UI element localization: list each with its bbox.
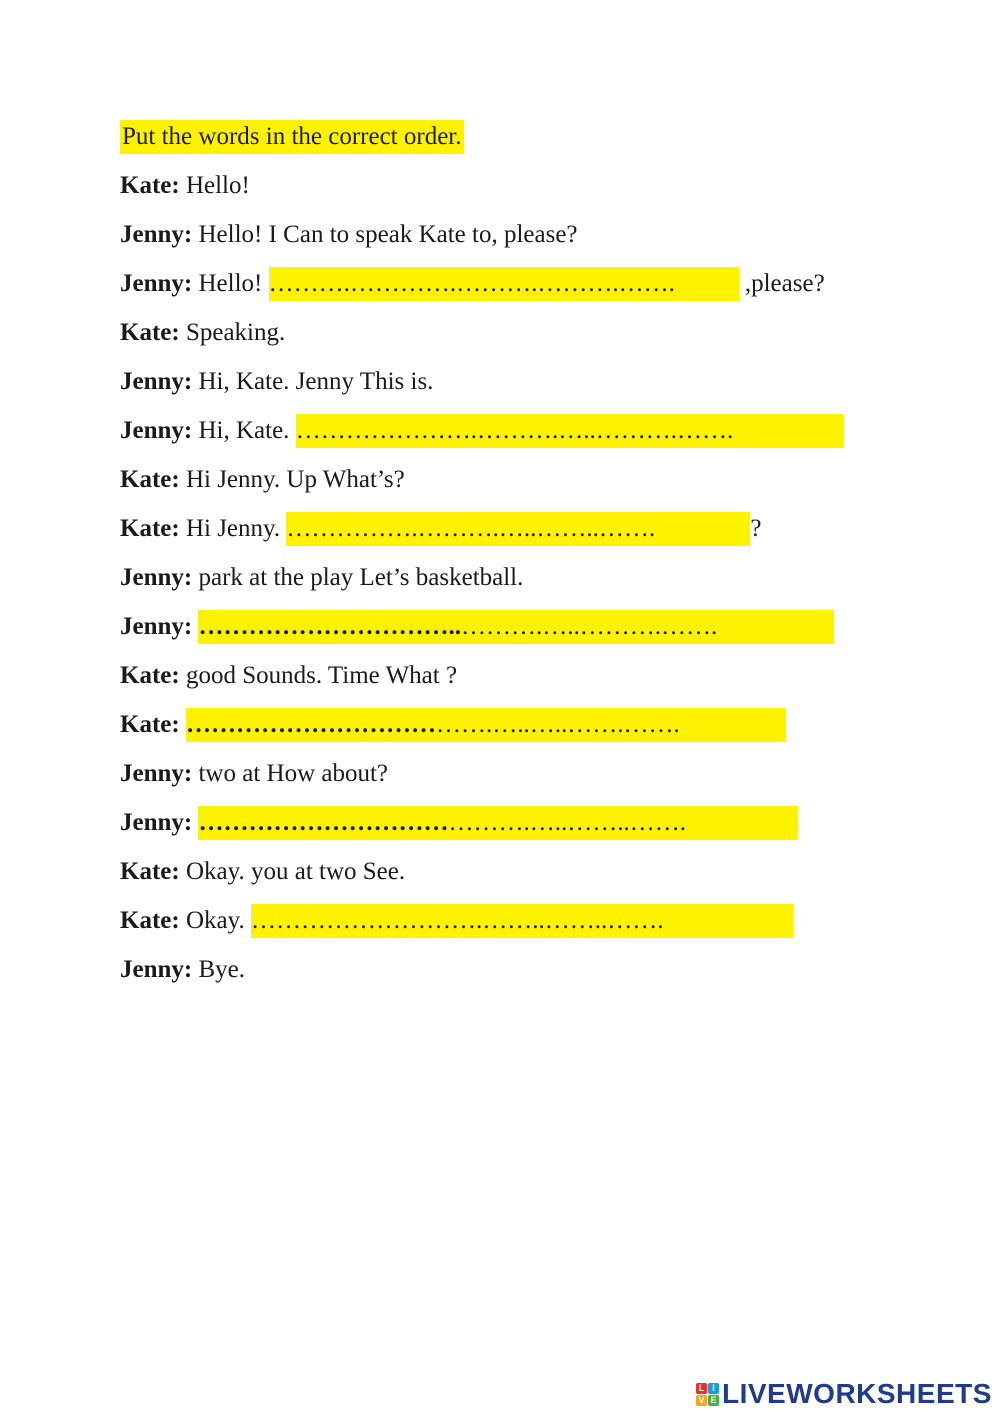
dialogue-line [120,316,285,350]
logo-mark-letter: L [696,1383,707,1394]
line-text: good Sounds. Time What ? [179,662,458,689]
dialogue-line [120,169,250,203]
line-text: Hello! [179,172,250,199]
line-text: Hello! [192,270,269,297]
line-text: Hi, Kate. Jenny This is. [192,368,434,395]
logo-text: LIVEWORKSHEETS [722,1378,992,1409]
answer-blank[interactable]: ……………………….……..……..……. [251,904,793,938]
line-suffix: ,please? [738,270,825,297]
speaker-name: Jenny: [120,956,193,983]
line-text: Hi Jenny. Up What’s? [179,466,405,493]
logo-mark-letter: E [708,1395,719,1406]
speaker-name: Jenny: [120,564,193,591]
speaker-name: Kate: [120,466,180,493]
dialogue-line [120,218,578,252]
dialogue-line [120,953,245,987]
line-text: park at the play Let’s basketball. [192,564,524,591]
answer-blank[interactable]: ……………………………….…..…..…….……. [186,708,786,742]
speaker-name: Jenny: [120,368,193,395]
dialogue-line-answer [120,267,825,301]
logo-mark-icon [696,1383,719,1406]
line-text: Okay. [179,907,251,934]
answer-blank[interactable]: ……….………….……….……….……. [269,267,739,301]
speaker-name: Kate: [120,907,180,934]
dialogue-line-answer [120,904,793,938]
speaker-name: Kate: [120,172,180,199]
speaker-name: Kate: [120,858,180,885]
dialogue-line [120,561,523,595]
dialogue-line-answer [120,806,798,840]
line-suffix: ? [750,515,762,542]
dialogue-line [120,659,457,693]
dialogue-line [120,463,405,497]
dialogue-line [120,757,388,791]
line-text: Bye. [192,956,246,983]
speaker-name: Jenny: [120,760,193,787]
speaker-name: Jenny: [120,613,193,640]
dialogue-line-answer [120,414,844,448]
line-text: Speaking. [179,319,286,346]
speaker-name: Kate: [120,515,180,542]
dialogue-line-answer [120,512,762,546]
logo-mark-letter: I [708,1383,719,1394]
speaker-name: Jenny: [120,417,193,444]
dialogue-line [120,855,405,889]
answer-blank[interactable]: …………….……….…..……..……. [286,512,750,546]
speaker-name: Kate: [120,711,180,738]
dialogue-line-answer [120,708,786,742]
instruction-text: Put the words in the correct order. [120,120,464,154]
line-text: Okay. you at two See. [179,858,406,885]
dialogue-line-answer [120,610,834,644]
speaker-name: Kate: [120,319,180,346]
logo-mark-letter: V [696,1395,707,1406]
line-text: two at How about? [192,760,389,787]
dialogue-line [120,365,433,399]
speaker-name: Jenny: [120,809,193,836]
speaker-name: Jenny: [120,270,193,297]
answer-blank[interactable]: …………………………..……….…..……….……. [198,610,834,644]
line-text: Hello! I Can to speak Kate to, please? [192,221,578,248]
liveworksheets-logo [696,1377,992,1411]
answer-blank[interactable]: ………………….……….…..……….……. [296,414,844,448]
speaker-name: Jenny: [120,221,193,248]
line-text: Hi Jenny. [179,515,287,542]
speaker-name: Kate: [120,662,180,689]
answer-blank[interactable]: ………………………………….…..……..……. [198,806,798,840]
line-text: Hi, Kate. [192,417,296,444]
